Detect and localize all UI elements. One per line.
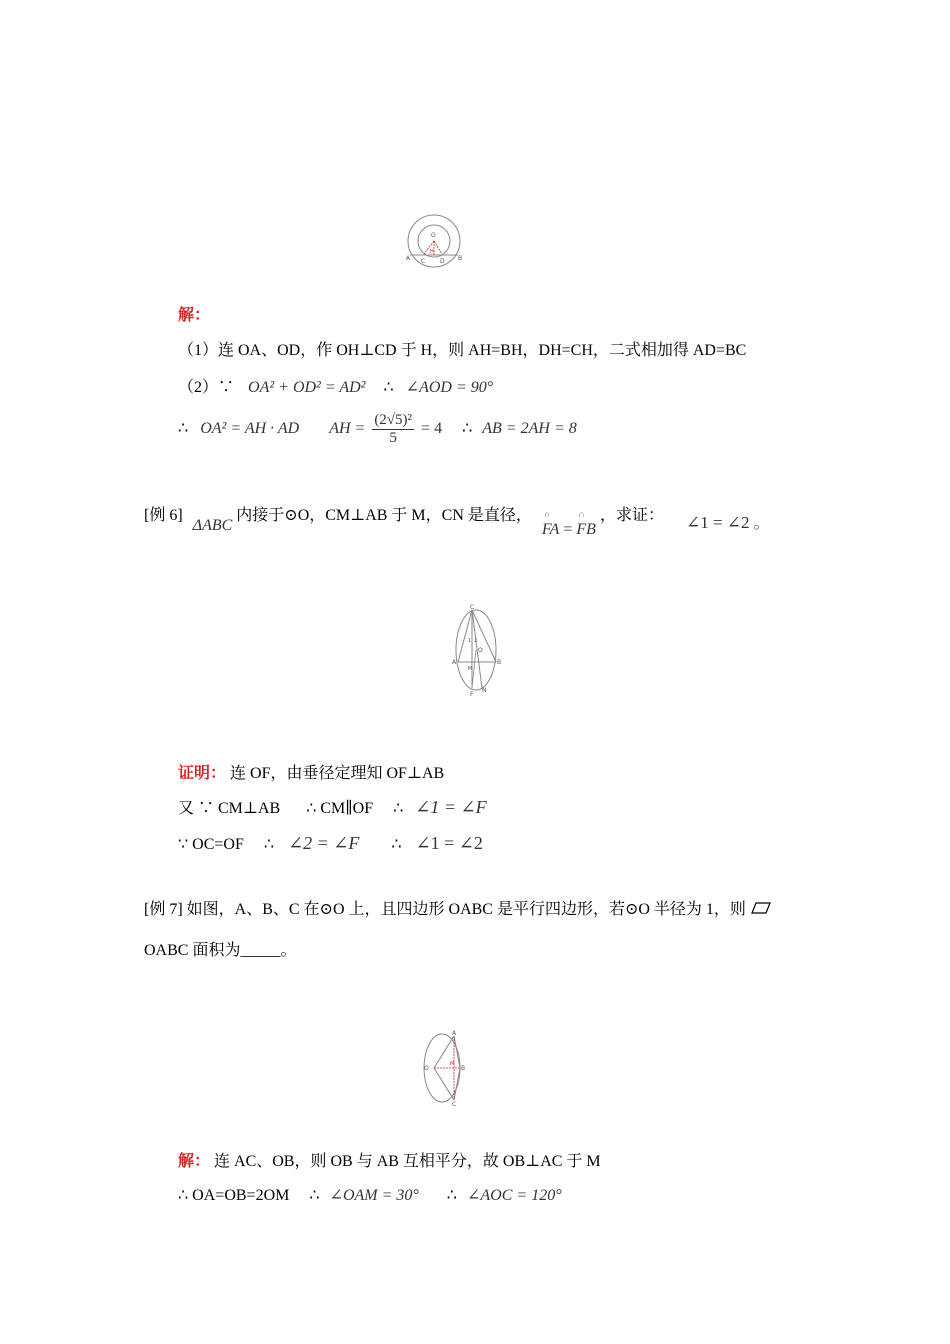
proof6-line3 bbox=[178, 833, 483, 854]
sol7-line2d: ∴ bbox=[446, 1187, 457, 1204]
solution1-line3 bbox=[178, 412, 577, 447]
solution1-line2 bbox=[178, 374, 493, 397]
ex6-text1: 内接于⊙O，CM⊥AB 于 M，CN 是直径， bbox=[236, 507, 532, 524]
solution1-heading: 解： bbox=[178, 307, 211, 324]
example6-statement bbox=[144, 502, 770, 538]
proof6-angle-eq1: ∠1 = ∠F bbox=[415, 797, 487, 817]
fig2-label-1: 1 bbox=[468, 638, 472, 644]
ex6-end: 。 bbox=[753, 515, 770, 532]
fig2-label-n: N bbox=[482, 687, 487, 694]
sol1-eq-pythag: OA² + OD² = AD² bbox=[248, 379, 366, 396]
fig1-label-d: D bbox=[440, 258, 445, 265]
sol7-line2b: ∴ bbox=[309, 1187, 320, 1204]
sol1-line3-therefore2: ∴ bbox=[462, 420, 473, 438]
fig1-label-a: A bbox=[406, 255, 411, 262]
sol1-therefore: ∴ bbox=[383, 379, 394, 396]
sol1-eq-oa2: OA² = AH · AD bbox=[200, 420, 300, 438]
ex6-tag: [例 6] bbox=[144, 507, 183, 524]
proof6-line2 bbox=[178, 795, 487, 818]
fig3-label-a: A bbox=[452, 1030, 457, 1037]
sol7-line2a: ∴ OA=OB=2OM bbox=[178, 1187, 290, 1204]
ex6-arc-fb: ∩ FB bbox=[576, 521, 596, 539]
proof6-line1-text: 连 OF，由垂径定理知 OF⊥AB bbox=[230, 765, 445, 782]
example7-line1 bbox=[144, 896, 771, 919]
proof6-line2c: ∴ bbox=[393, 800, 404, 817]
sol1-line3-therefore: ∴ bbox=[178, 420, 189, 438]
proof6-line3a: ∵ OC=OF bbox=[178, 836, 244, 853]
solution7-line1-text: 连 AC、OB，则 OB 与 AB 互相平分，故 OB⊥AC 于 M bbox=[214, 1153, 601, 1170]
solution7-heading: 解： bbox=[178, 1153, 211, 1170]
fig1-label-h: H bbox=[430, 249, 434, 255]
fig2-label-o: O bbox=[478, 647, 483, 654]
sol7-angle-aoc: ∠AOC = 120° bbox=[466, 1187, 562, 1204]
fig2-label-c: C bbox=[470, 604, 475, 611]
proof6-line3b: ∴ bbox=[263, 836, 275, 853]
figure-concentric-circles bbox=[404, 203, 466, 275]
solution7-line2 bbox=[178, 1185, 562, 1205]
example7-line2: OABC 面积为_____。 bbox=[144, 942, 297, 959]
sol1-fraction-num: (2√5)² bbox=[374, 412, 413, 428]
ex6-text2: ，求证： bbox=[599, 507, 664, 524]
sol1-ah-label: AH = bbox=[329, 420, 366, 438]
sol1-eq-ab: AB = 2AH = 8 bbox=[482, 420, 577, 438]
sol1-eq-4: = 4 bbox=[421, 420, 443, 438]
proof6-angle-eq3: ∠1 = ∠2 bbox=[415, 833, 483, 853]
ex6-triangle: ΔABC bbox=[192, 517, 233, 534]
fig2-label-b: B bbox=[497, 659, 502, 666]
fig2-label-a: A bbox=[452, 659, 457, 666]
proof6-line2a: 又 ∵ CM⊥AB bbox=[178, 800, 281, 817]
figure-parallelogram-circle bbox=[420, 1030, 470, 1106]
fig2-label-f: F bbox=[470, 691, 474, 698]
fig3-label-b: B bbox=[461, 1065, 466, 1072]
fig2-label-m: M bbox=[468, 666, 473, 672]
proof6-angle-eq2: ∠2 = ∠F bbox=[288, 833, 360, 853]
fig2-label-2: 2 bbox=[474, 638, 478, 644]
fig3-label-o: O bbox=[424, 1065, 429, 1072]
fig3-label-c: C bbox=[452, 1101, 457, 1106]
solution1-line1: （1）连 OA、OD，作 OH⊥CD 于 H，则 AH=BH，DH=CH，二式相加得 AD=BC bbox=[178, 342, 747, 359]
parallelogram-icon bbox=[751, 901, 771, 915]
sol1-eq-angle: ∠AOD = 90° bbox=[405, 379, 494, 396]
sol1-line2-prefix: （2）∵ bbox=[178, 379, 235, 396]
ex6-claim: ∠1 = ∠2 bbox=[685, 513, 750, 532]
sol7-angle-oam: ∠OAM = 30° bbox=[329, 1187, 419, 1204]
fig1-label-c: C bbox=[421, 258, 426, 265]
proof6-line3d: ∴ bbox=[391, 836, 402, 853]
figure-inscribed-triangle bbox=[452, 602, 504, 698]
proof6-line1 bbox=[178, 760, 444, 783]
proof6-heading: 证明： bbox=[178, 765, 227, 782]
sol1-fraction bbox=[372, 412, 414, 447]
proof6-line2b: ∴ CM∥OF bbox=[306, 800, 374, 817]
solution7-line1 bbox=[178, 1148, 601, 1171]
sol1-fraction-den: 5 bbox=[389, 430, 397, 446]
ex7-line1-text: [例 7] 如图，A、B、C 在⊙O 上，且四边形 OABC 是平行四边形，若⊙O 半径为 1，则 bbox=[144, 901, 746, 918]
fig1-label-o: O bbox=[431, 232, 436, 239]
fig1-label-b: B bbox=[458, 255, 463, 262]
ex6-arc-eq: = bbox=[563, 521, 573, 538]
ex6-arc-fa: ∩ FA bbox=[542, 521, 559, 539]
fig3-label-m: M bbox=[450, 1061, 455, 1067]
